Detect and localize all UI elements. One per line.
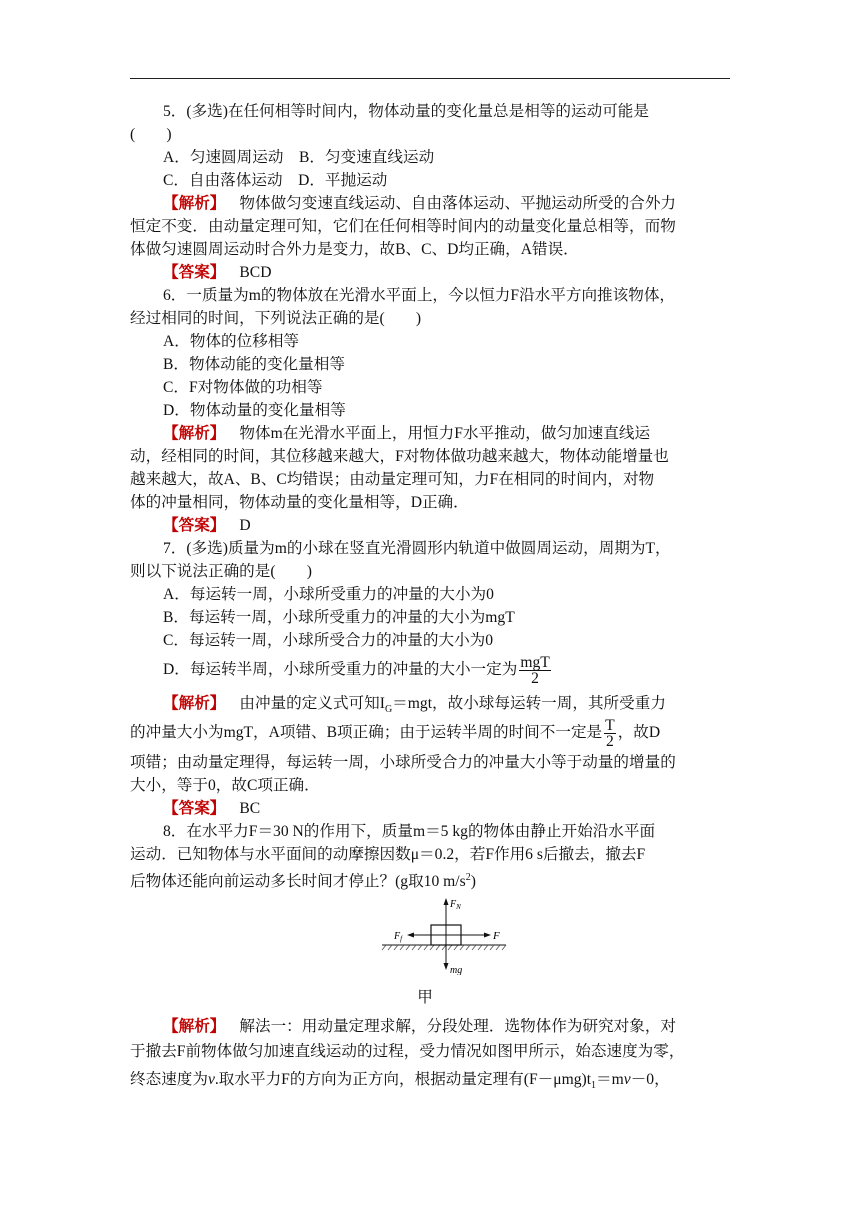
q8-analysis-text3-eq: ＝m — [596, 1071, 624, 1088]
q8-stem-text3: 后物体还能向前运动多长时间才停止？(g取10 m/s — [130, 873, 466, 891]
label-normal-force: $F_N$ — [450, 899, 461, 911]
analysis-tag: 【解析】 — [163, 1018, 226, 1035]
q5-stem-line2: ( ) — [130, 126, 172, 143]
q7-analysis-line2 — [130, 715, 730, 751]
q5-options-ab: A．匀速圆周运动 B．匀变速直线运动 — [163, 149, 435, 166]
q8-analysis-text1: 解法一：用动量定理求解，分段处理．选物体作为研究对象，对 — [239, 1018, 677, 1035]
q5-answer-value: BCD — [239, 264, 272, 281]
ground-hatching — [382, 945, 506, 950]
analysis-tag: 【解析】 — [163, 425, 226, 442]
q8-stem-line3 — [130, 866, 730, 889]
answer-tag: 【答案】 — [163, 800, 226, 817]
q5-analysis-text1: 物体做匀变速直线运动、自由落体运动、平抛运动所受的合外力 — [239, 195, 677, 212]
answer-tag: 【答案】 — [163, 517, 226, 534]
q6-option-c: C．F对物体做的功相等 — [163, 379, 323, 396]
q5-analysis-line3: 体做匀速圆周运动时合外力是变力，故B、C、D均正确，A错误． — [130, 241, 579, 258]
label-friction: $F_f$ — [394, 931, 403, 943]
q6-analysis-text1: 物体m在光滑水平面上，用恒力F水平推动，做匀加速直线运 — [239, 425, 651, 442]
q6-option-b: B．物体动能的变化量相等 — [163, 356, 345, 373]
q8-analysis-line1 — [130, 1015, 730, 1038]
q5-analysis-line1 — [130, 192, 730, 215]
label-gravity: mg — [450, 965, 463, 975]
q7-answer-value: BC — [239, 800, 261, 817]
q7-stem-line2: 则以下说法正确的是( ) — [130, 563, 312, 580]
q8-stem-line1: 8．在水平力F＝30 N的作用下，质量m＝5 kg的物体由静止开始沿水平面 — [163, 823, 656, 840]
q6-answer-value: D — [239, 517, 251, 534]
fraction-numerator: T — [605, 716, 615, 734]
fraction-denominator: 2 — [606, 732, 614, 750]
velocity-symbol: v — [623, 1071, 631, 1088]
fraction — [604, 718, 616, 749]
q6-option-a: A．物体的位移相等 — [163, 333, 300, 350]
q6-stem-line2: 经过相同的时间，下列说法正确的是( ) — [130, 310, 422, 327]
q8-analysis-line3 — [130, 1066, 730, 1094]
q5-analysis-line2: 恒定不变．由动量定理可知，它们在任何相等时间内的动量变化量总相等，而物 — [130, 218, 676, 235]
subscript: G — [384, 704, 393, 716]
q7-analysis-text1-post: ＝mgt，故小球每运转一周，其所受重力 — [392, 695, 666, 712]
q8-analysis-line2: 于撤去F前物体做匀加速直线运动的过程，受力情况如图甲所示，始态速度为零， — [130, 1043, 685, 1060]
q6-analysis-line1 — [130, 422, 730, 445]
figure-caption: 甲 — [417, 989, 433, 1006]
analysis-tag: 【解析】 — [163, 195, 226, 212]
superscript: 2 — [465, 872, 471, 883]
fraction-denominator: 2 — [531, 669, 539, 687]
q7-option-a: A．每运转一周，小球所受重力的冲量的大小为0 — [163, 586, 494, 603]
q7-answer — [130, 797, 730, 820]
subscript: 1 — [591, 1080, 597, 1092]
q6-stem-line1: 6．一质量为m的物体放在光滑水平面上，今以恒力F沿水平方向推该物体， — [163, 287, 676, 304]
velocity-symbol: v — [207, 1071, 215, 1088]
q7-option-c: C．每运转一周，小球所受合力的冲量的大小为0 — [163, 632, 494, 649]
q7-option-b: B．每运转一周，小球所受重力的冲量的大小为mgT — [163, 609, 515, 626]
q8-analysis-text3-mid: .取水平力F的方向为正方向，根据动量定理有(F－μmg)t — [214, 1071, 592, 1088]
fraction — [519, 655, 550, 686]
q7-option-d — [130, 652, 730, 688]
q6-option-d: D．物体动量的变化量相等 — [163, 402, 346, 419]
q7-analysis-line4: 大小，等于0，故C项正确． — [130, 777, 320, 794]
analysis-tag: 【解析】 — [163, 695, 226, 712]
force-diagram-figure — [130, 895, 730, 985]
document-page — [130, 100, 730, 1094]
header-rule — [130, 78, 730, 79]
q7-analysis-line3: 项错；由动量定理得，每运转一周，小球所受合力的冲量大小等于动量的增量的 — [130, 754, 676, 771]
q7-stem-line1: 7．(多选)质量为m的小球在竖直光滑圆形内轨道中做圆周运动，周期为T， — [163, 540, 671, 557]
q5-options-cd: C．自由落体运动 D．平抛运动 — [163, 172, 388, 189]
answer-tag: 【答案】 — [163, 264, 226, 281]
label-applied-force: F — [493, 930, 500, 942]
q5-stem-line1: 5．(多选)在任何相等时间内，物体动量的变化量总是相等的运动可能是 — [163, 103, 649, 120]
q8-analysis-text3: 终态速度为 — [130, 1071, 208, 1088]
q8-stem-line2: 运动．已知物体与水平面间的动摩擦因数μ＝0.2，若F作用6 s后撤去，撤去F — [130, 846, 646, 863]
q5-answer — [130, 261, 730, 284]
q8-stem-text3-post: ) — [470, 873, 476, 891]
q6-answer — [130, 514, 730, 537]
q6-analysis-line4: 体的冲量相同，物体动量的变化量相等，D正确． — [130, 494, 469, 511]
q8-analysis-text3-end: －0， — [630, 1071, 670, 1088]
q7-option-d-text: D．每运转半周，小球所受重力的冲量的大小一定为 — [163, 661, 518, 678]
q6-analysis-line3: 越来越大，故A、B、C均错误；由动量定理可知，力F在相同的时间内，对物 — [130, 471, 655, 488]
force-diagram — [380, 895, 510, 975]
q7-analysis-line1 — [130, 692, 730, 715]
fraction-numerator: mgT — [520, 653, 550, 671]
q6-analysis-line2: 动，经相同的时间，其位移越来越大，F对物体做功越来越大，物体动能增量也 — [130, 448, 669, 465]
q7-analysis-text2-post: ，故D — [617, 724, 661, 741]
q7-analysis-text1: 由冲量的定义式可知I — [239, 695, 385, 712]
q7-analysis-text2: 的冲量大小为mgT，A项错、B项正确；由于运转半周的时间不一定是 — [130, 724, 603, 741]
